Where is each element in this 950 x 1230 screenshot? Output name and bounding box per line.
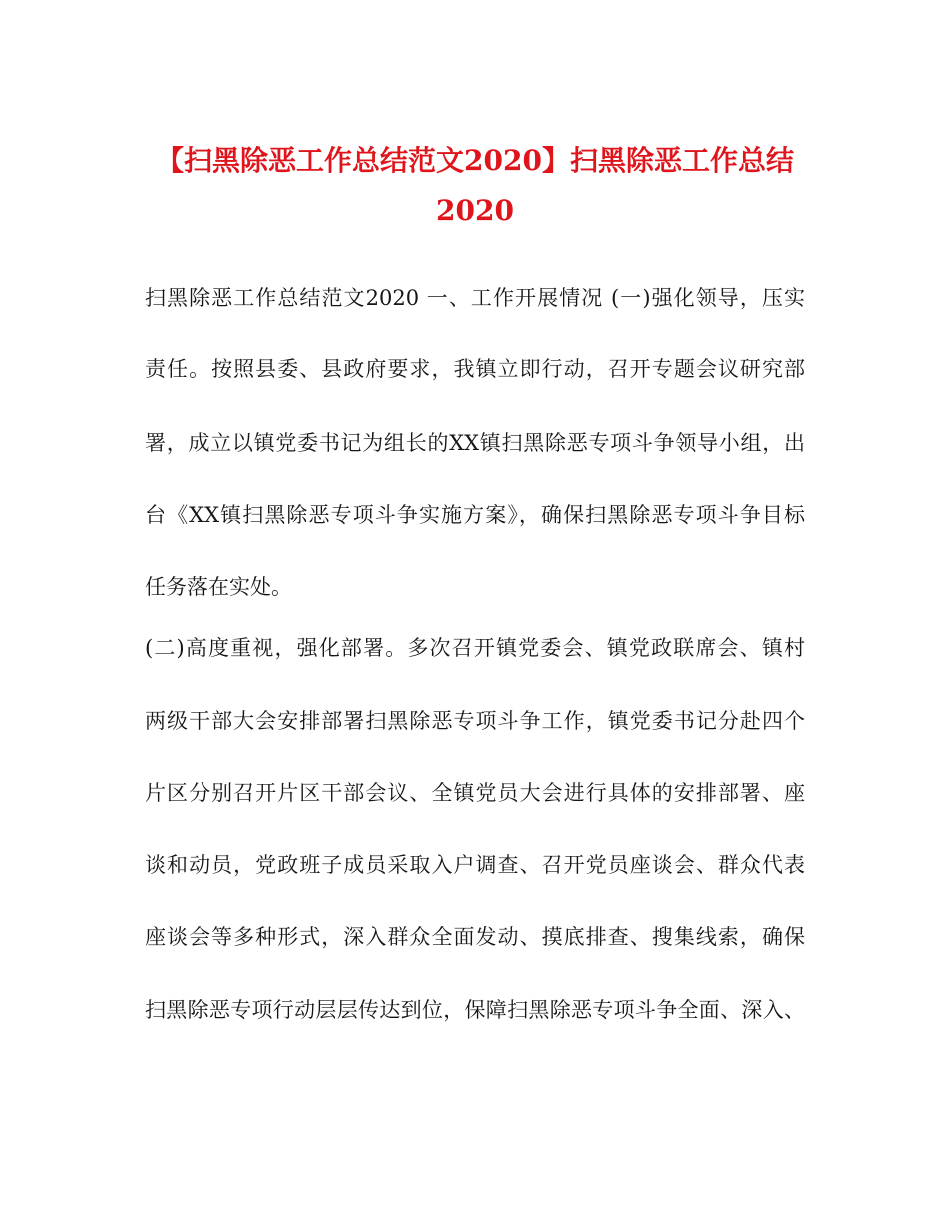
paragraph-1-line-5: 任务落在实处。 [145,575,292,599]
paragraph-1-line-3: 署，成立以镇党委书记为组长的XX镇扫黑除恶专项斗争领导小组，出 [145,431,805,455]
document-title-line-1: 【扫黑除恶工作总结范文2020】扫黑除恶工作总结 [156,144,794,177]
paragraph-1-line-2: 责任。按照县委、县政府要求，我镇立即行动，召开专题会议研究部 [145,357,805,381]
paragraph-2-line-5: 座谈会等多种形式，深入群众全面发动、摸底排查、搜集线索，确保 [145,925,805,949]
paragraph-2-line-2: 两级干部大会安排部署扫黑除恶专项斗争工作，镇党委书记分赴四个 [145,709,805,733]
paragraph-2-line-6: 扫黑除恶专项行动层层传达到位，保障扫黑除恶专项斗争全面、深入、 [145,998,805,1022]
paragraph-1-line-4: 台《XX镇扫黑除恶专项斗争实施方案》，确保扫黑除恶专项斗争目标 [145,503,805,527]
paragraph-2-line-1: (二)高度重视，强化部署。多次召开镇党委会、镇党政联席会、镇村 [145,636,805,660]
paragraph-2-line-4: 谈和动员，党政班子成员采取入户调查、召开党员座谈会、群众代表 [145,853,805,877]
document-title-line-2: 2020 [436,194,514,227]
paragraph-1-line-1: 扫黑除恶工作总结范文2020 一、工作开展情况 (一)强化领导，压实 [145,286,805,310]
paragraph-2-line-3: 片区分别召开片区干部会议、全镇党员大会进行具体的安排部署、座 [145,781,805,805]
